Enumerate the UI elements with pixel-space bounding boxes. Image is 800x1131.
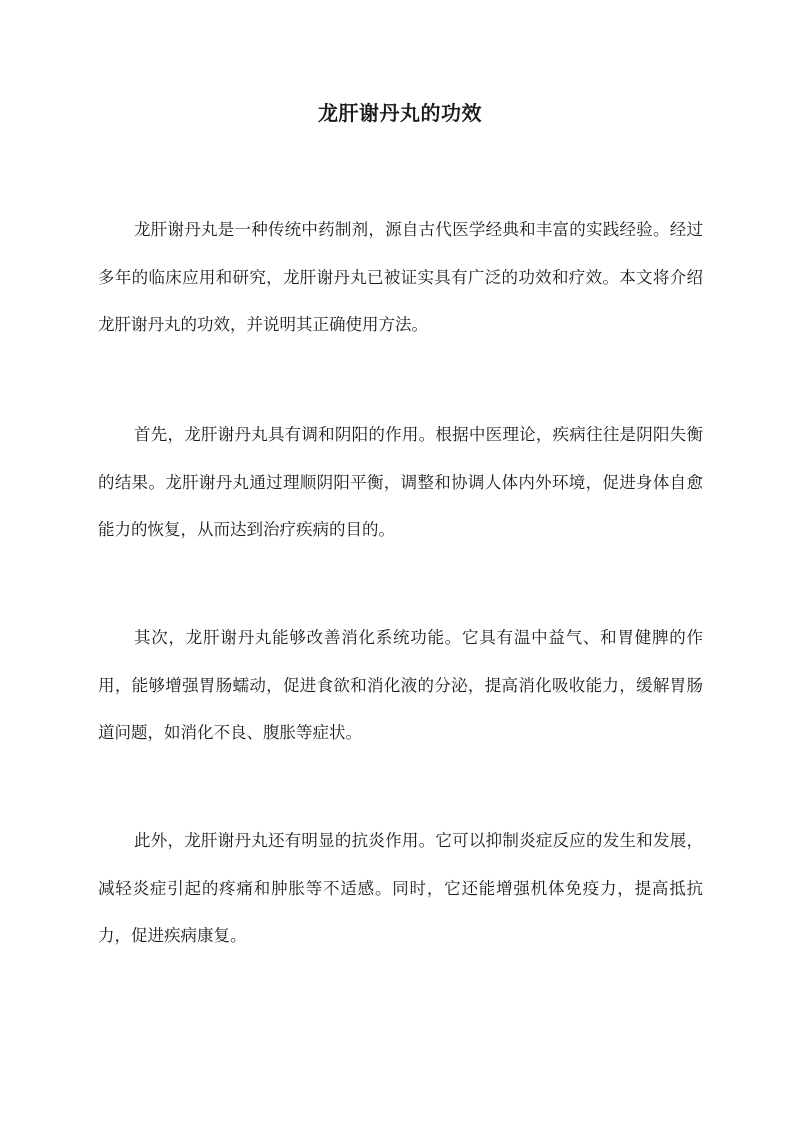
paragraph-introduction: 龙肝谢丹丸是一种传统中药制剂，源自古代医学经典和丰富的实践经验。经过多年的临床应用和研究，龙肝谢丹丸已被证实具有广泛的功效和疗效。本文将介绍龙肝谢丹丸的功效，并说明其正确使用方法。 (98, 220, 703, 334)
page-title: 龙肝谢丹丸的功效 (318, 101, 482, 125)
paragraph-anti-inflammation: 此外，龙肝谢丹丸还有明显的抗炎作用。它可以抑制炎症反应的发生和发展，减轻炎症引起的疼痛和肿胀等不适感。同时，它还能增强机体免疫力，提高抵抗力，促进疾病康复。 (98, 831, 703, 945)
paragraph-yin-yang: 首先，龙肝谢丹丸具有调和阴阳的作用。根据中医理论，疾病往往是阴阳失衡的结果。龙肝谢丹丸通过理顺阴阳平衡，调整和协调人体内外环境，促进身体自愈能力的恢复，从而达到治疗疾病的目的。 (98, 425, 703, 539)
paragraph-digestion: 其次，龙肝谢丹丸能够改善消化系统功能。它具有温中益气、和胃健脾的作用，能够增强胃肠蠕动，促进食欲和消化液的分泌，提高消化吸收能力，缓解胃肠道问题，如消化不良、腹胀等症状。 (98, 628, 703, 742)
